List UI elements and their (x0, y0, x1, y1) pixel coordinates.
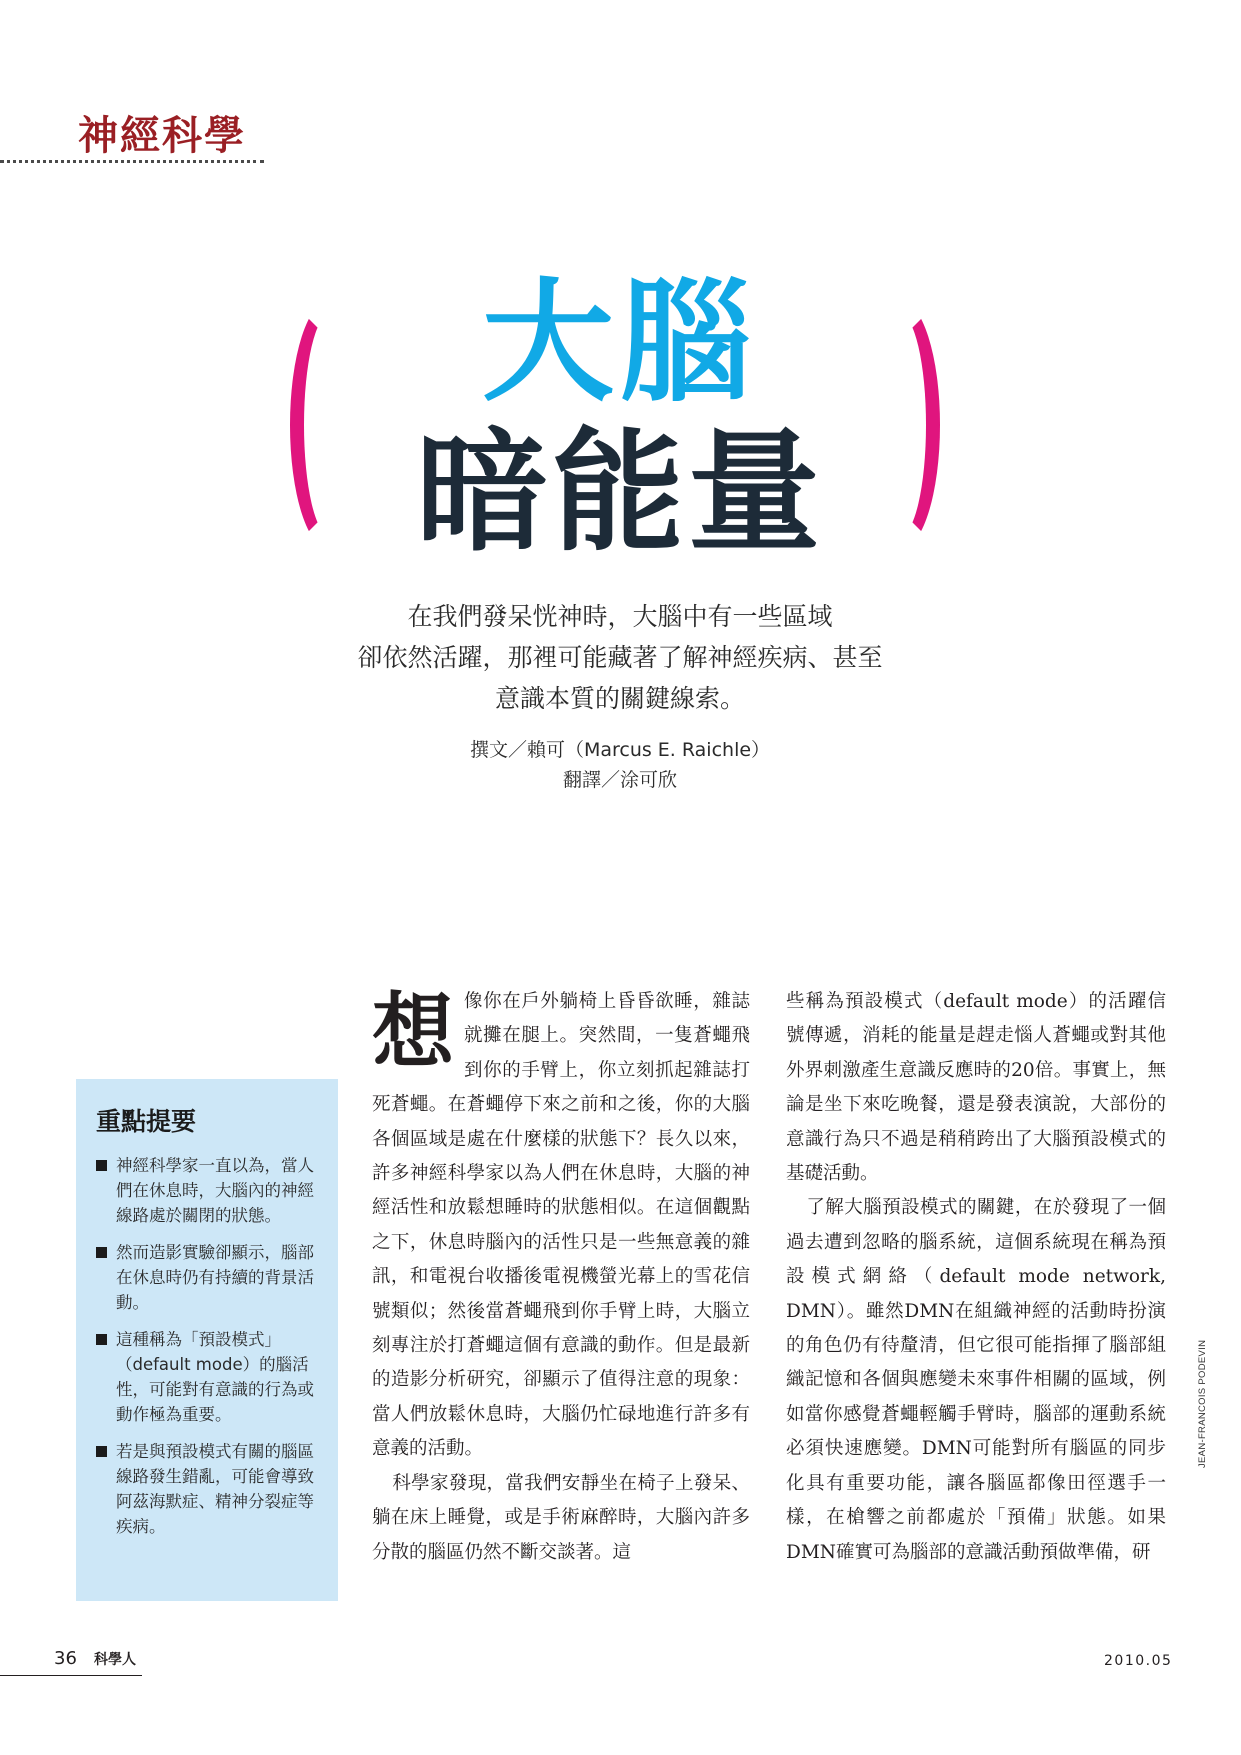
body-paragraph (372, 985, 750, 1467)
subtitle-line: 卻依然活躍，那裡可能藏著了解神經疾病、甚至 (357, 643, 883, 672)
body-paragraph: 些稱為預設模式（default mode）的活躍信號傳遞，消耗的能量是趕走惱人蒼蠅或對其他外界刺激產生意識反應時的20倍。事實上，無論是坐下來吃晚餐，還是發表演說，大部份的意識行為只不過是稍稍跨出了大腦預設模式的基礎活動。 (786, 991, 1166, 1185)
footer-divider (0, 1675, 142, 1676)
section-divider (0, 160, 264, 163)
square-bullet-icon (96, 1160, 107, 1171)
subtitle-line: 在我們發呆恍神時，大腦中有一些區域 (407, 602, 833, 631)
key-points-box (76, 1079, 338, 1601)
body-column-2 (786, 985, 1166, 1570)
key-point-item (96, 1327, 318, 1427)
key-point-text: 神經科學家一直以為，當人們在休息時，大腦內的神經線路處於關閉的狀態。 (116, 1156, 314, 1225)
key-point-text: 這種稱為「預設模式」（default mode）的腦活性，可能對有意識的行為或動作極為重要。 (116, 1330, 314, 1424)
author-credit: 撰文／賴可（Marcus E. Raichle） (469, 739, 771, 761)
square-bullet-icon (96, 1247, 107, 1258)
key-point-item (96, 1240, 318, 1315)
key-point-item (96, 1153, 318, 1228)
body-text: 像你在戶外躺椅上昏昏欲睡，雜誌就攤在腿上。突然間，一隻蒼蠅飛到你的手臂上，你立刻抓起雜誌打死蒼蠅。在蒼蠅停下來之前和之後，你的大腦各個區域是處在什麼樣的狀態下？長久以來，許多神經科學家以為人們在休息時，大腦的神經活性和放鬆想睡時的狀態相似。在這個觀點之下，休息時腦內的活性只是一些無意義的雜訊，和電視台收播後電視機螢光幕上的雪花信號類似；然後當蒼蠅飛到你手臂上時，大腦立刻專注於打蒼蠅這個有意識的動作。但是最新的造影分析研究，卻顯示了值得注意的現象：當人們放鬆休息時，大腦仍忙碌地進行許多有意義的活動。 (372, 991, 750, 1460)
byline (240, 735, 1000, 795)
title-line-2: 暗能量 (416, 416, 824, 570)
illustration-credit: JEAN-FRANCOIS PODEVIN (1197, 1339, 1208, 1468)
subtitle (240, 596, 1000, 719)
body-paragraph: 了解大腦預設模式的關鍵，在於發現了一個過去遭到忽略的腦系統，這個系統現在稱為預設模式網絡（default mode network, DMN）。雖然DMN在組織神經的活動時扮演的角色仍有待釐清，但它很可能指揮了腦部組織記憶和各個與應變未來事件相關的區域，例如當你感覺蒼蠅輕觸手臂時，腦部的運動系統必須快速應變。DMN可能對所有腦區的同步化具有重要功能，讓各腦區都像田徑選手一樣，在槍響之前都處於「預備」狀態。如果DMN確實可為腦部的意識活動預做準備，研 (786, 1197, 1166, 1563)
drop-cap: 想 (372, 984, 455, 1080)
translator-credit: 翻譯／涂可欣 (562, 769, 677, 791)
title-line-1: 大腦 (482, 266, 758, 420)
magazine-name: 科學人 (94, 1652, 136, 1668)
square-bullet-icon (96, 1334, 107, 1345)
key-point-text: 然而造影實驗卻顯示，腦部在休息時仍有持續的背景活動。 (116, 1243, 314, 1312)
left-parenthesis (290, 300, 370, 550)
page-number: 36 (54, 1648, 77, 1669)
body-paragraph: 科學家發現，當我們安靜坐在椅子上發呆、躺在床上睡覺，或是手術麻醉時，大腦內許多分散的腦區仍然不斷交談著。這 (372, 1472, 750, 1563)
body-column-1 (372, 985, 750, 1570)
right-parenthesis (860, 300, 940, 550)
key-point-item (96, 1439, 318, 1539)
key-point-text: 若是與預設模式有關的腦區線路發生錯亂，可能會導致阿茲海默症、精神分裂症等疾病。 (116, 1442, 314, 1536)
issue-date: 2010.05 (1104, 1653, 1173, 1669)
subtitle-line: 意識本質的關鍵線索。 (494, 684, 745, 713)
square-bullet-icon (96, 1446, 107, 1457)
section-label: 神經科學 (78, 113, 246, 159)
key-points-title: 重點提要 (96, 1107, 197, 1136)
